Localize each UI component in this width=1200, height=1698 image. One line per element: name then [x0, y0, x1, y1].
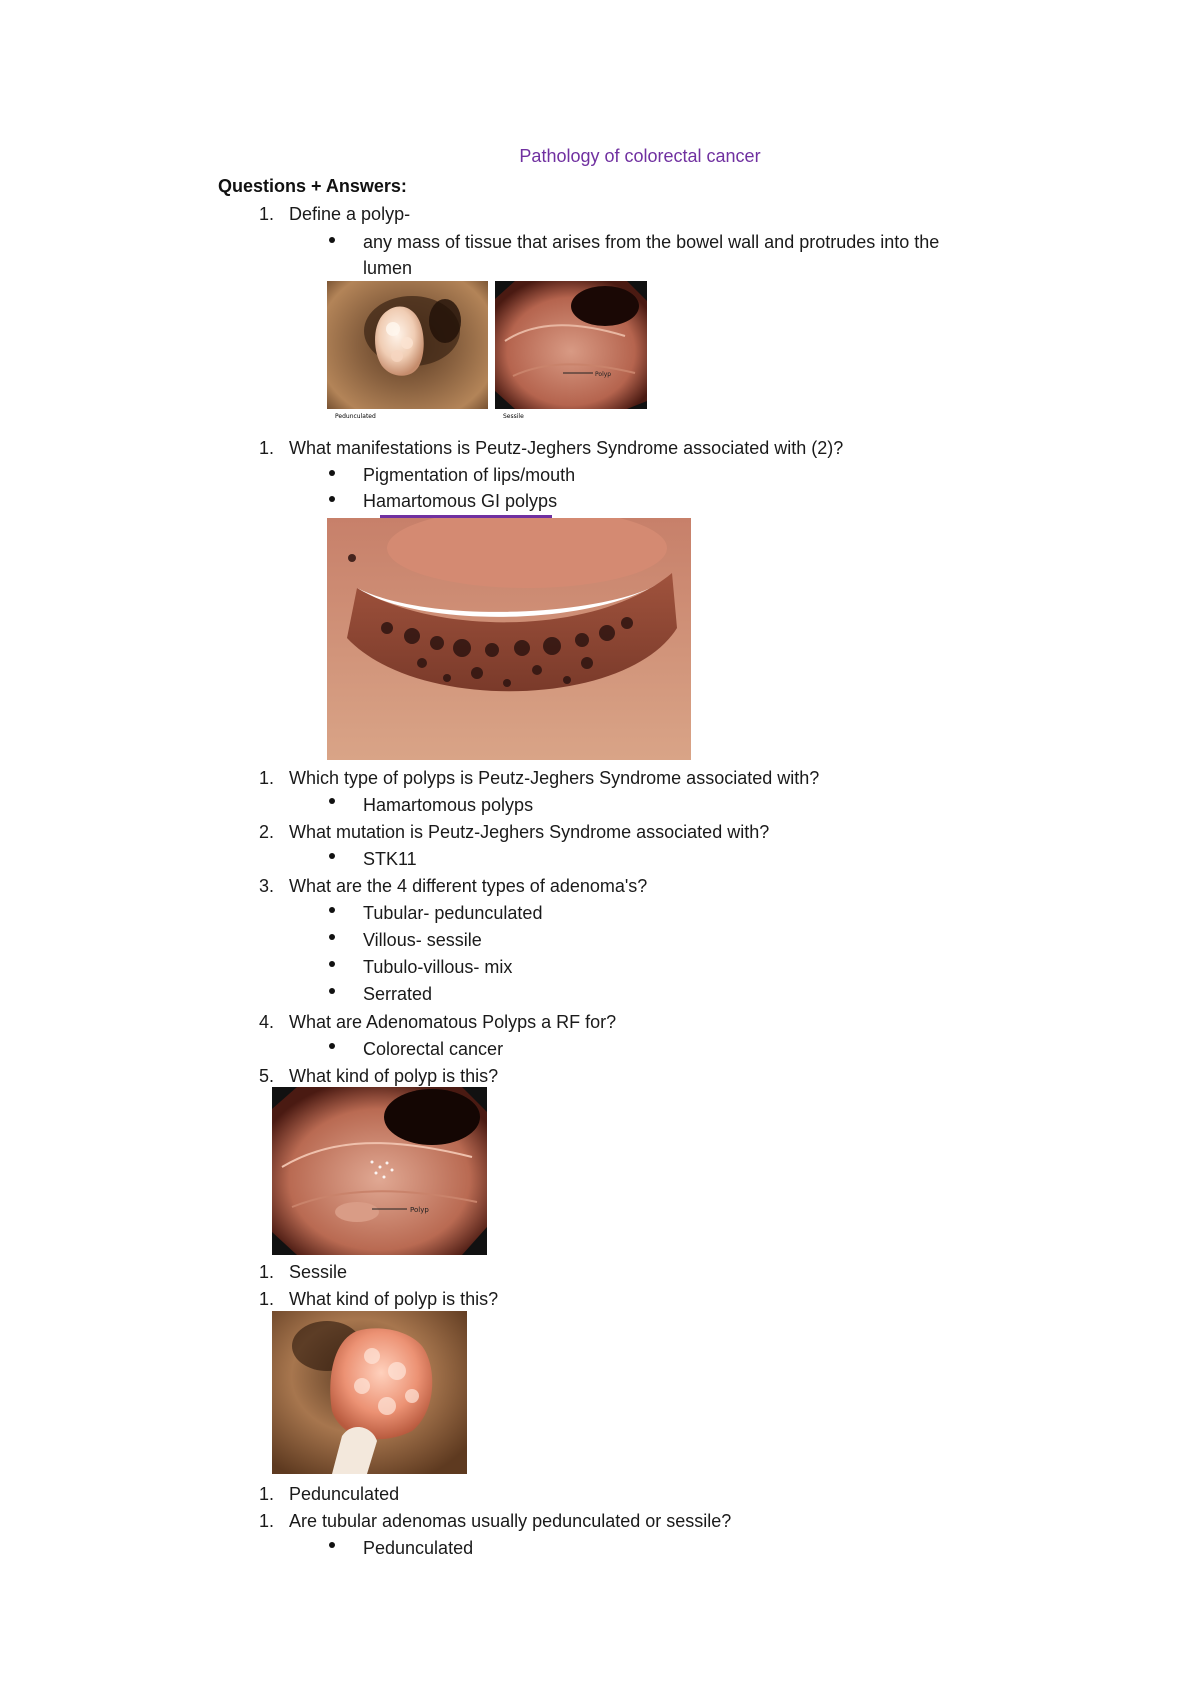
list-number: 1.: [258, 1511, 274, 1531]
bullet-icon: [329, 1043, 335, 1049]
document-title: Pathology of colorectal cancer: [519, 146, 761, 166]
answer-text: Pigmentation of lips/mouth: [363, 465, 576, 485]
answer-text: Pedunculated: [289, 1484, 400, 1504]
bullet-icon: [329, 1542, 335, 1548]
question-text: Which type of polyps is Peutz-Jeghers Syndrome associated with?: [289, 768, 820, 788]
answer-text: Villous- sessile: [363, 930, 482, 950]
answer-text: STK11: [363, 849, 417, 869]
bullet-icon: [329, 907, 335, 913]
pedunculated-polyp-image: [327, 281, 488, 421]
answer-text: Sessile: [289, 1262, 348, 1282]
question-text: What are Adenomatous Polyps a RF for?: [289, 1012, 617, 1032]
list-number: 5.: [258, 1066, 274, 1086]
list-number: 1.: [258, 768, 274, 788]
bullet-icon: [329, 961, 335, 967]
image-caption: Sessile: [503, 413, 524, 420]
bullet-icon: [329, 934, 335, 940]
list-number: 1.: [258, 438, 274, 458]
question-text: Are tubular adenomas usually pedunculated or sessile?: [289, 1511, 732, 1531]
bullet-icon: [329, 798, 335, 804]
question-text: What kind of polyp is this?: [289, 1289, 499, 1309]
question-text: What are the 4 different types of adenoma's?: [289, 876, 648, 896]
answer-text: Pedunculated: [363, 1538, 474, 1558]
question-text: Define a polyp-: [289, 204, 411, 224]
list-number: 1.: [258, 1484, 274, 1504]
image-label: Polyp: [595, 371, 612, 378]
question-text: What manifestations is Peutz-Jeghers Syndrome associated with (2)?: [289, 438, 844, 458]
list-number: 1.: [258, 204, 274, 224]
bullet-icon: [329, 237, 335, 243]
question-text: What kind of polyp is this?: [289, 1066, 499, 1086]
answer-text: Tubulo-villous- mix: [363, 957, 513, 977]
list-number: 3.: [258, 876, 274, 896]
bullet-icon: [329, 470, 335, 476]
image-label: Polyp: [410, 1206, 429, 1214]
bullet-icon: [329, 853, 335, 859]
section-heading: Questions + Answers:: [218, 176, 407, 196]
question-text: What mutation is Peutz-Jeghers Syndrome associated with?: [289, 822, 770, 842]
sessile-polyp-image: [495, 281, 647, 421]
answer-text: Hamartomous GI polyps: [363, 491, 558, 511]
image-caption: Pedunculated: [335, 413, 376, 420]
sessile-polyp-photo: [272, 1087, 487, 1255]
answer-text: Tubular- pedunculated: [363, 903, 543, 923]
list-number: 2.: [258, 822, 274, 842]
bullet-icon: [329, 496, 335, 502]
answer-text: Colorectal cancer: [363, 1039, 504, 1059]
answer-text: Hamartomous polyps: [363, 795, 534, 815]
list-number: 4.: [258, 1012, 274, 1032]
lip-pigmentation-image: [327, 518, 691, 760]
list-number: 1.: [258, 1262, 274, 1282]
answer-text: Serrated: [363, 984, 433, 1004]
answer-text: lumen: [363, 258, 413, 278]
pedunculated-polyp-photo: [272, 1311, 467, 1474]
answer-text: any mass of tissue that arises from the bowel wall and protrudes into the: [363, 232, 940, 252]
bullet-icon: [329, 988, 335, 994]
list-number: 1.: [258, 1289, 274, 1309]
